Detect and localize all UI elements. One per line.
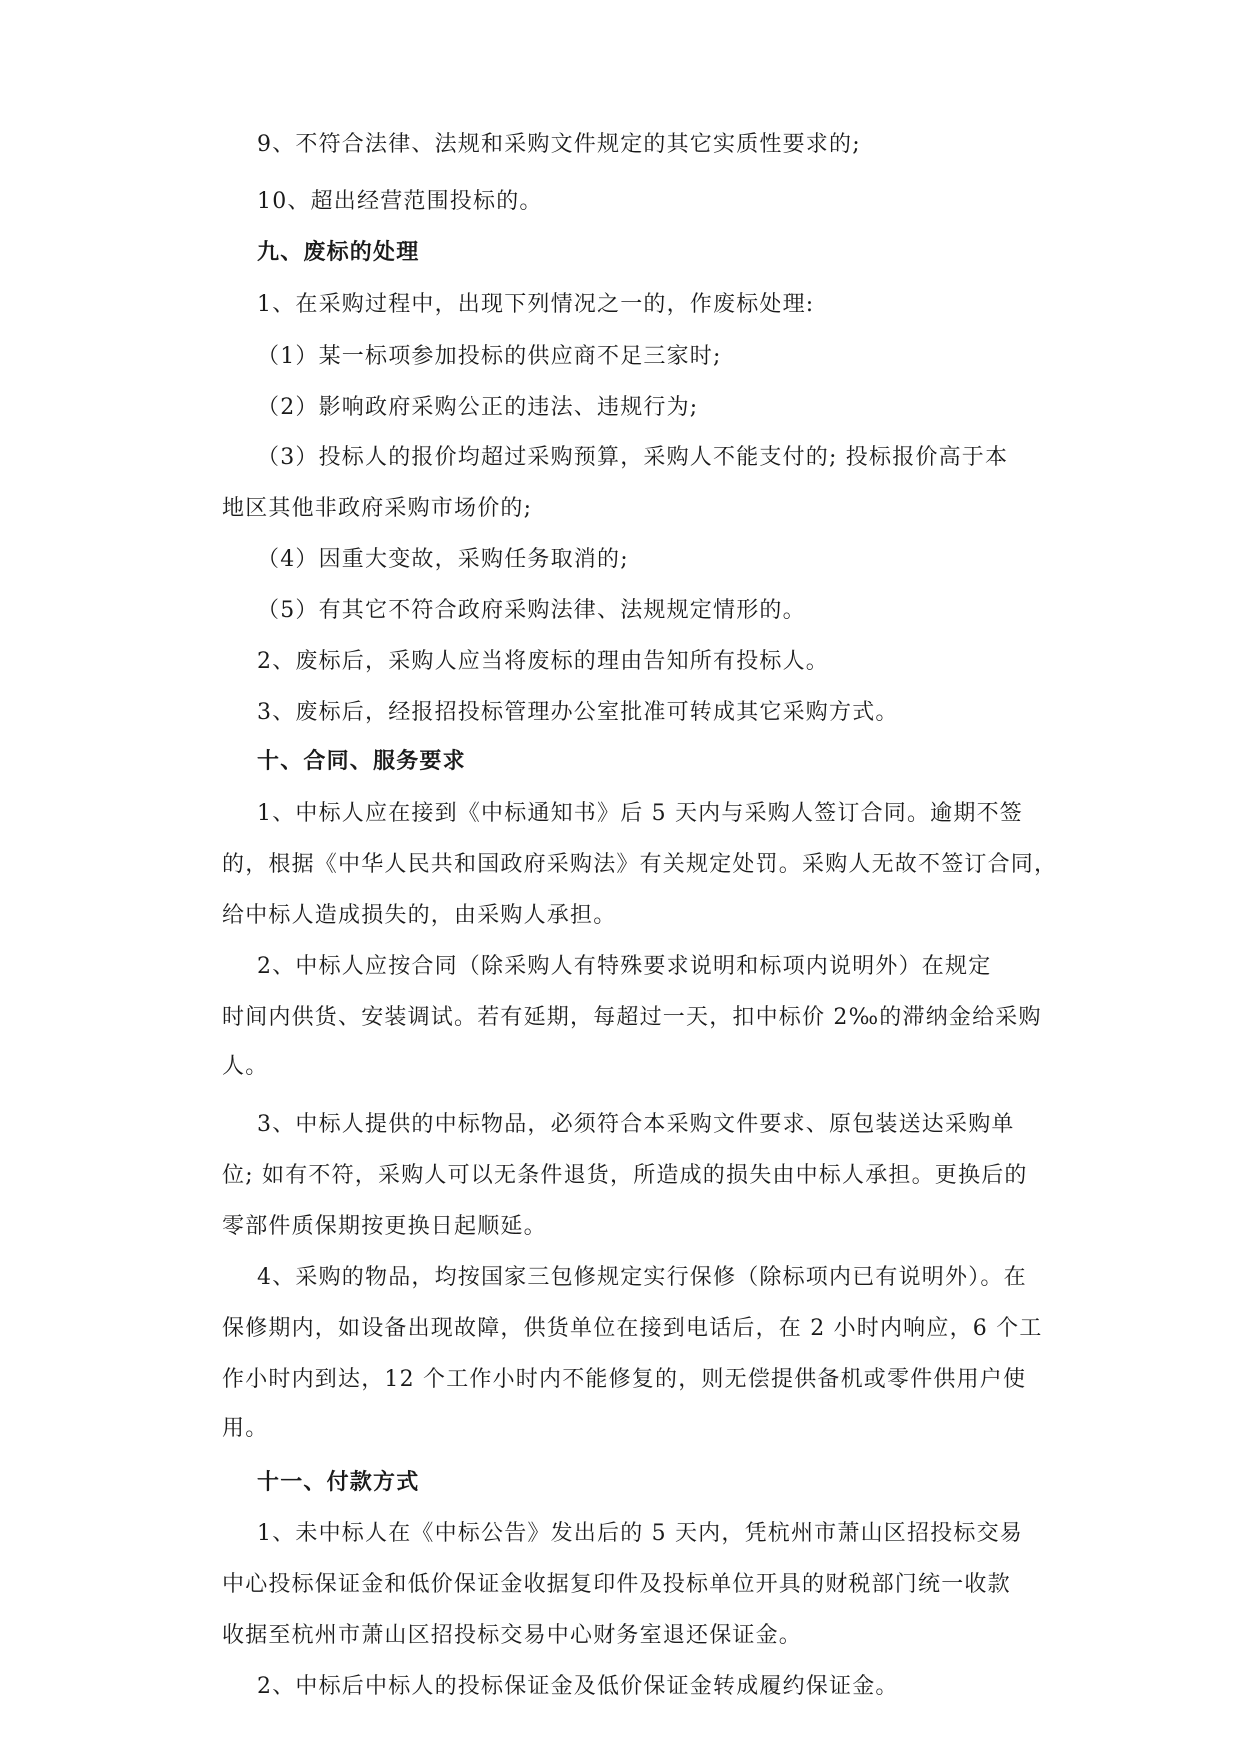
list-item: （3）投标人的报价均超过采购预算，采购人不能支付的; 投标报价高于本 (257, 445, 1009, 470)
list-item-continuation: 地区其他非政府采购市场价的; (222, 496, 533, 521)
list-item: （2）影响政府采购公正的违法、违规行为; (257, 395, 699, 420)
paragraph-line: 作小时内到达，12 个工作小时内不能修复的，则无偿提供备机或零件供用户使 (222, 1367, 1027, 1392)
paragraph-line: 2、中标后中标人的投标保证金及低价保证金转成履约保证金。 (257, 1674, 899, 1699)
paragraph-line: 4、采购的物品，均按国家三包修规定实行保修（除标项内已有说明外）。在 (257, 1265, 1027, 1290)
paragraph-line: 用。 (222, 1416, 269, 1441)
paragraph-line: 收据至杭州市萧山区招投标交易中心财务室退还保证金。 (222, 1623, 803, 1648)
paragraph-line: 中心投标保证金和低价保证金收据复印件及投标单位开具的财税部门统一收款 (222, 1572, 1011, 1597)
section-heading-9: 九、废标的处理 (257, 240, 420, 265)
list-item: （1）某一标项参加投标的供应商不足三家时; (257, 344, 722, 369)
paragraph-line: 3、废标后，经报招投标管理办公室批准可转成其它采购方式。 (257, 700, 899, 725)
paragraph-line: 1、在采购过程中，出现下列情况之一的，作废标处理: (257, 292, 815, 317)
list-item: （4）因重大变故，采购任务取消的; (257, 547, 629, 572)
clause-10: 10、超出经营范围投标的。 (257, 189, 543, 214)
paragraph-line: 1、中标人应在接到《中标通知书》后 5 天内与采购人签订合同。逾期不签 (257, 801, 1023, 826)
paragraph-line: 保修期内，如设备出现故障，供货单位在接到电话后，在 2 小时内响应，6 个工 (222, 1316, 1043, 1341)
paragraph-line: 零部件质保期按更换日起顺延。 (222, 1214, 547, 1239)
section-heading-10: 十、合同、服务要求 (257, 749, 466, 774)
paragraph-line: 3、中标人提供的中标物品，必须符合本采购文件要求、原包装送达采购单 (257, 1112, 1015, 1137)
paragraph-line: 1、未中标人在《中标公告》发出后的 5 天内，凭杭州市萧山区招投标交易 (257, 1521, 1023, 1546)
section-heading-11: 十一、付款方式 (257, 1470, 420, 1495)
clause-9: 9、不符合法律、法规和采购文件规定的其它实质性要求的; (257, 132, 861, 157)
paragraph-line: 位; 如有不符，采购人可以无条件退货，所造成的损失由中标人承担。更换后的 (222, 1163, 1028, 1188)
paragraph-line: 给中标人造成损失的，由采购人承担。 (222, 903, 617, 928)
paragraph-line: 时间内供货、安装调试。若有延期，每超过一天，扣中标价 2‰的滞纳金给采购 (222, 1005, 1042, 1030)
paragraph-line: 人。 (222, 1054, 269, 1079)
paragraph-line: 2、中标人应按合同（除采购人有特殊要求说明和标项内说明外）在规定 (257, 954, 992, 979)
paragraph-line: 2、废标后，采购人应当将废标的理由告知所有投标人。 (257, 649, 829, 674)
paragraph-line: 的，根据《中华人民共和国政府采购法》有关规定处罚。采购人无故不签订合同， (222, 852, 1058, 877)
list-item: （5）有其它不符合政府采购法律、法规规定情形的。 (257, 598, 806, 623)
